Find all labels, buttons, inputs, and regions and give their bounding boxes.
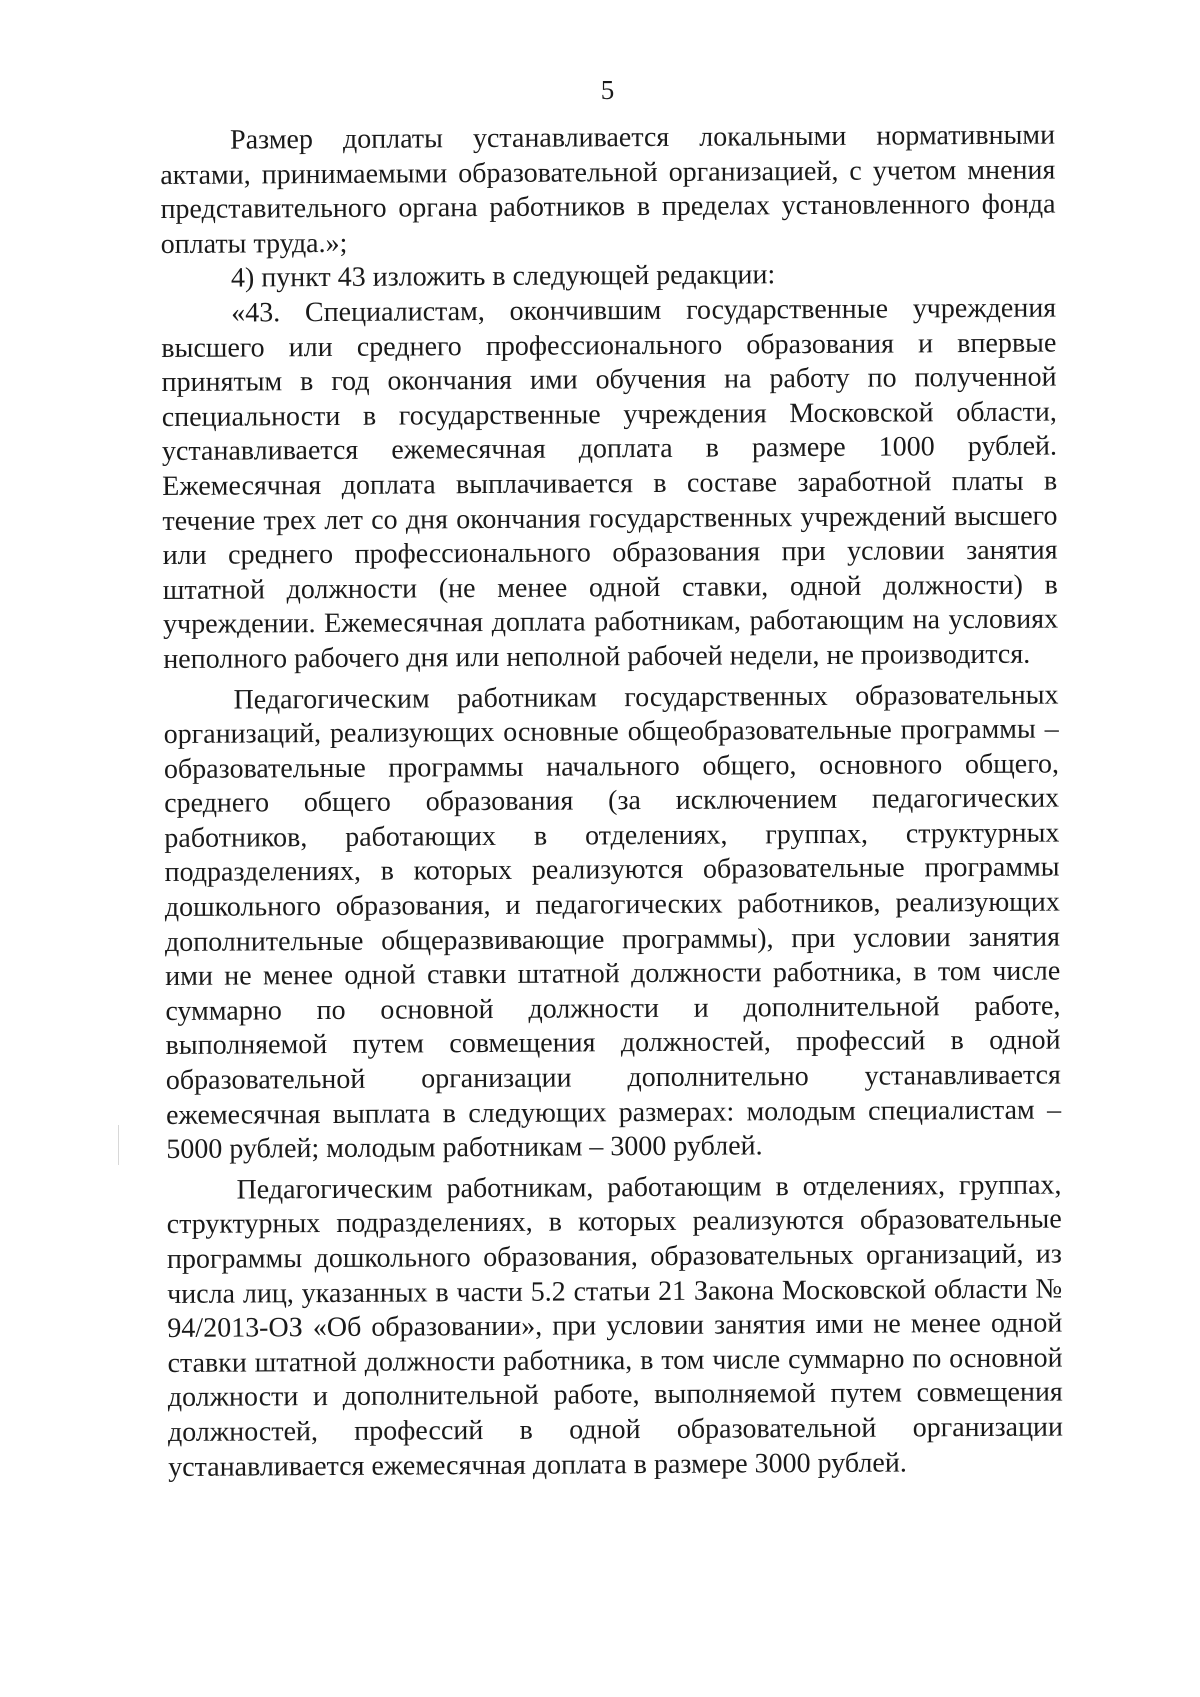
paragraph-teachers-preschool: Педагогическим работникам, работающим в отделениях, группах, структурных подразделениях, в которых реализуются образовательные программы дошкольного образования, образовательных организаций, из числа лиц, указанных в части 5.2 статьи 21 Закона Московской области № 94/2013-ОЗ «Об образовании», при условии занятия ими не менее одной ставки штатной должности работника, в том числе суммарно по основной должности и дополнительной работе, выполняемой путем совмещения должностей, профессий в одной образовательной организации устанавливается ежемесячная доплата в размере 3000 рублей.: [166, 1169, 1064, 1483]
scan-margin-mark: [118, 1125, 119, 1165]
paragraph-item-43: «43. Специалистам, окончившим государственные учреждения высшего или среднего профессионального образования и впервые принятым в год окончания ими обучения на работу по полученной специальности в государственные учреждения Московской области, устанавливается ежемесячная доплата в размере 1000 рублей. Ежемесячная доплата выплачивается в составе заработной платы в течение трех лет со дня окончания государственных учреждений высшего или среднего профессионального образования при условии занятия штатной должности (не менее одной ставки, одной должности) в учреждении. Ежемесячная доплата работникам, работающим на условиях неполного рабочего дня или неполной рабочей недели, не производится.: [161, 292, 1059, 675]
page-number: 5: [600, 75, 615, 105]
paragraph-item-4: 4) пункт 43 изложить в следующей редакции:: [230, 259, 776, 294]
paragraph-payment-size: Размер доплаты устанавливается локальными нормативными актами, принимаемыми образовательной организацией, с учетом мнения представительного органа работников в пределах установленного фонда оплаты труда.»;: [160, 119, 1056, 260]
paragraph-teachers-general: Педагогическим работникам государственных образовательных организаций, реализующих основные общеобразовательные программы – образовательные программы начального общего, основного общего, среднего общего образования (за исключением педагогических работников, работающих в отделениях, группах, структурных подразделениях, в которых реализуются образовательные программы дошкольного образования, и педагогических работников, реализующих дополнительные общеразвивающие программы), при условии занятия ими не менее одной ставки штатной должности работника, в том числе суммарно по основной должности и дополнительной работе, выполняемой путем совмещения должностей, профессий в одной образовательной организации дополнительно устанавливается ежемесячная выплата в следующих размерах: молодым специалистам – 5000 рублей; молодым работникам – 3000 рублей.: [163, 679, 1062, 1166]
document-body: [160, 119, 1063, 1486]
